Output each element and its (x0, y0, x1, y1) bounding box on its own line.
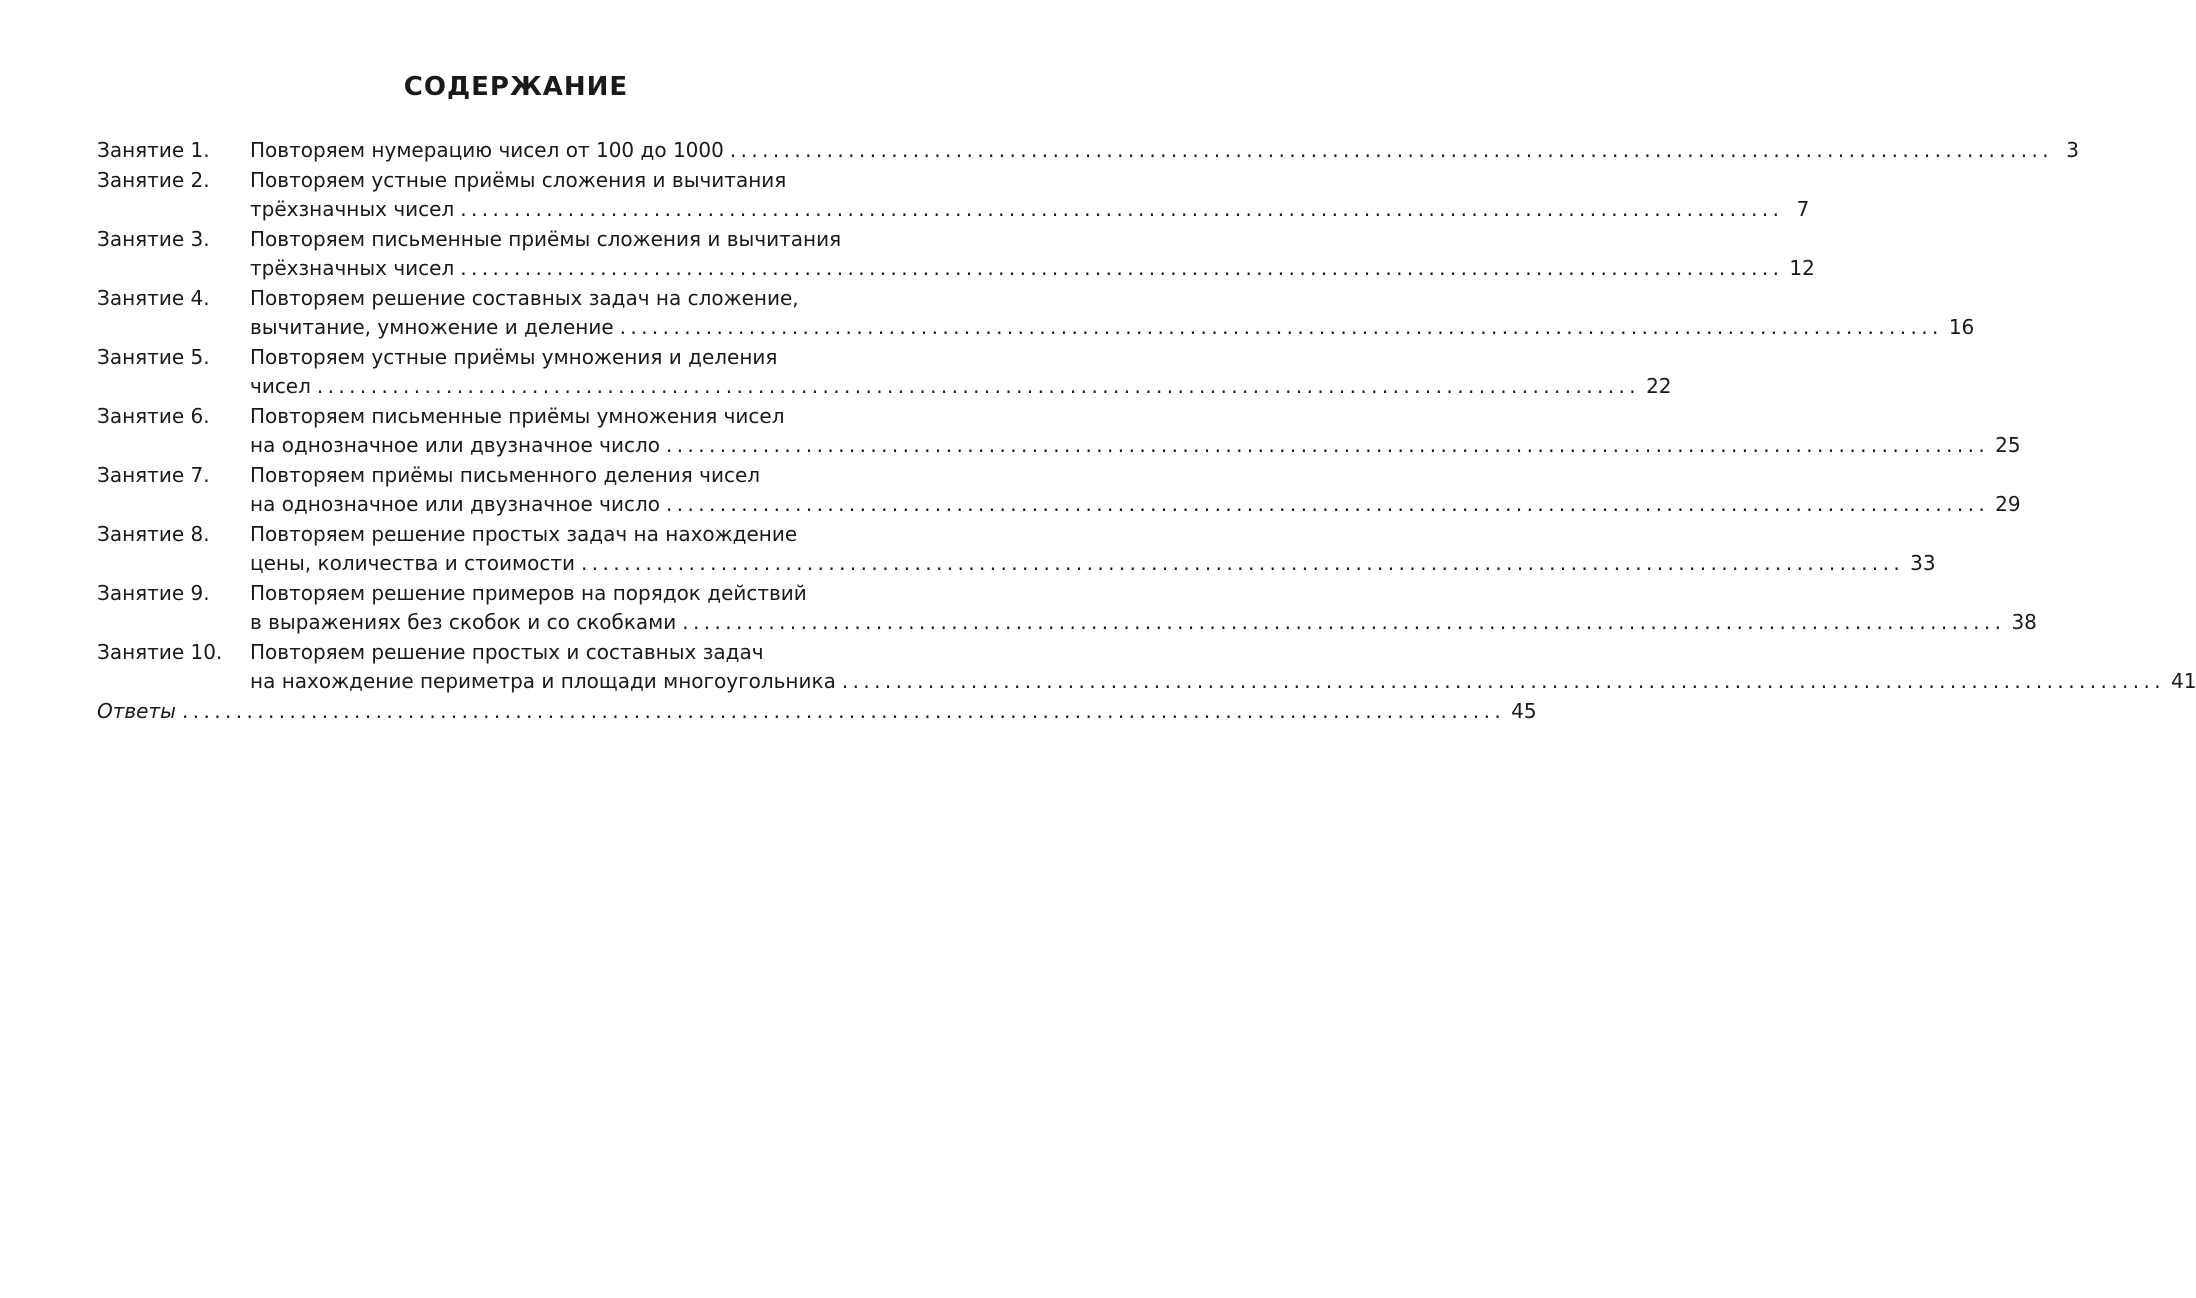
toc-entry[interactable] (97, 284, 1975, 343)
toc-entry[interactable] (97, 343, 1672, 402)
toc-entry-body (250, 136, 2080, 166)
toc-page-number: 7 (1796, 197, 1810, 221)
toc-entry-text: в выражениях без скобок и со скобками (250, 610, 677, 634)
toc-entry-text: на однозначное или двузначное число (250, 492, 660, 516)
toc-page-number: 22 (1646, 374, 1672, 398)
toc-entry-label: Занятие 5. (97, 344, 210, 369)
toc-entry-text: вычитание, умножение и деление (250, 315, 614, 339)
dot-leader: ........................................................................................................................... (682, 610, 2006, 634)
dot-leader: ........................................................................................................................... (580, 551, 1905, 575)
toc-entry-last-line (250, 549, 1936, 579)
dot-leader: ........................................................................................................................... (619, 315, 1943, 339)
answers-label: Ответы (97, 698, 176, 723)
toc-entry[interactable] (97, 461, 2021, 520)
toc-entry-body (250, 638, 2196, 697)
toc-entry-body (250, 343, 1672, 402)
toc-page-number: 3 (2066, 138, 2080, 162)
toc-entry-last-line (250, 608, 2037, 638)
toc-entry-label: Занятие 9. (97, 580, 210, 605)
toc-entry-body (250, 166, 1810, 225)
toc-entry[interactable] (97, 579, 2037, 638)
toc-entry-last-line (250, 431, 2021, 461)
toc-page-number: 16 (1948, 315, 1975, 339)
toc-entry-last-line (250, 195, 1810, 225)
toc-page-number: 33 (1910, 551, 1936, 575)
toc-entry[interactable] (97, 166, 1810, 225)
toc-page-number: 12 (1789, 256, 1815, 280)
toc-entry-label: Занятие 1. (97, 138, 210, 162)
toc-page-number: 29 (1995, 492, 2021, 516)
toc-entry-label: Занятие 10. (97, 639, 223, 664)
toc-entry-label: Занятие 3. (97, 226, 210, 251)
toc-entry-text-line: Повторяем решение составных задач на сложение, (250, 285, 799, 310)
toc-entry-label: Занятие 8. (97, 521, 210, 546)
toc-page-number: 25 (1995, 433, 2021, 457)
toc-entry-last-line (250, 667, 2196, 697)
toc-entry-text-line: Повторяем приёмы письменного деления чисел (250, 462, 761, 487)
toc-entry-last-line (250, 313, 1975, 343)
toc-entry-last-line (250, 136, 2080, 166)
toc-entry-text-line: Повторяем письменные приёмы сложения и вычитания (250, 226, 842, 251)
toc-entry-text: цены, количества и стоимости (250, 551, 575, 575)
dot-leader: ........................................................................................................................... (666, 492, 1990, 516)
toc-entry-text: на однозначное или двузначное число (250, 433, 660, 457)
dot-leader: ........................................................................................................................... (181, 698, 1506, 723)
toc-entry-text-line: Повторяем устные приёмы сложения и вычитания (250, 167, 787, 192)
dot-leader: ........................................................................................................................... (666, 433, 1990, 457)
toc-entry-last-line (250, 254, 1815, 284)
table-of-contents (97, 136, 2196, 726)
toc-page-number: 41 (2171, 669, 2196, 693)
toc-entry-text-line: Повторяем решение простых и составных задач (250, 639, 764, 664)
page-title: СОДЕРЖАНИЕ (403, 72, 629, 102)
toc-entry-label: Занятие 2. (97, 167, 210, 192)
toc-entry-answers[interactable] (97, 697, 1537, 727)
toc-entry-last-line (250, 372, 1672, 402)
dot-leader: ........................................................................................................................... (841, 669, 2166, 693)
toc-entry-text: чисел (250, 374, 311, 398)
toc-entry-text-line: Повторяем письменные приёмы умножения чисел (250, 403, 785, 428)
dot-leader: ........................................................................................................................... (460, 256, 1784, 280)
toc-entry-text-line: Повторяем решение примеров на порядок действий (250, 580, 807, 605)
toc-entry[interactable] (97, 402, 2021, 461)
toc-entry-body (250, 402, 2021, 461)
toc-entry-label: Занятие 7. (97, 462, 210, 487)
toc-entry-text-line: Повторяем решение простых задач на нахождение (250, 521, 798, 546)
dot-leader: ........................................................................................................................... (729, 138, 2054, 162)
toc-entry-text-line: Повторяем устные приёмы умножения и деления (250, 344, 778, 369)
toc-entry-body (250, 461, 2021, 520)
toc-entry-text: трёхзначных чисел (250, 256, 455, 280)
toc-entry[interactable] (97, 225, 1815, 284)
toc-entry-body (250, 284, 1975, 343)
dot-leader: ........................................................................................................................... (460, 197, 1784, 221)
toc-page-number: 38 (2011, 610, 2037, 634)
toc-entry-body (250, 520, 1936, 579)
toc-entry[interactable] (97, 520, 1936, 579)
toc-entry-body (250, 579, 2037, 638)
toc-entry-text: Повторяем нумерацию чисел от 100 до 1000 (250, 138, 724, 162)
toc-entry[interactable] (97, 638, 2196, 697)
toc-entry-label: Занятие 4. (97, 285, 210, 310)
toc-page-number: 45 (1511, 698, 1537, 723)
toc-entry[interactable] (97, 136, 2080, 166)
toc-entry-text: на нахождение периметра и площади многоугольника (250, 669, 836, 693)
toc-entry-text: трёхзначных чисел (250, 197, 455, 221)
toc-entry-body (250, 225, 1815, 284)
dot-leader: ........................................................................................................................... (316, 374, 1641, 398)
toc-entry-label: Занятие 6. (97, 403, 210, 428)
toc-entry-last-line (250, 490, 2021, 520)
